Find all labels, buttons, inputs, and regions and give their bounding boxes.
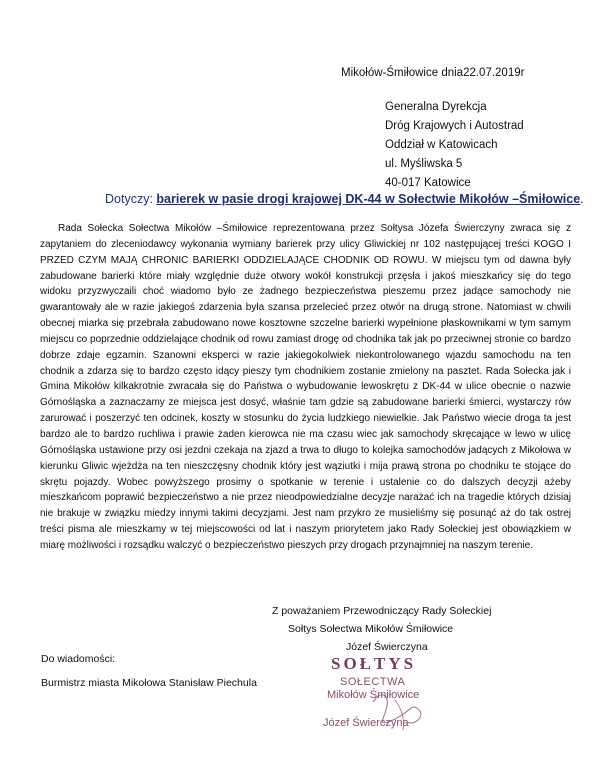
recipient-line: Dróg Krajowych i Autostrad [385,120,524,132]
place-date: Mikołów-Śmiłowice dnia22.07.2019r [341,67,525,79]
subject-line [105,192,584,206]
recipient-line: Generalna Dyrekcja [385,101,487,113]
stamp-name: Józef Świerczyna [323,717,409,729]
cc-label: Do wiadomości: [41,653,116,665]
official-stamp [315,650,455,740]
signature-scribble-icon [315,650,455,740]
recipient-address [385,98,524,193]
closing-line: Z poważaniem Przewodniczący Rady Sołeckiej [272,605,492,617]
stamp-line: SOŁECTWA [340,676,406,688]
subject-topic: barierek w pasie drogi krajowej DK-44 w Sołectwie Mikołów –Śmiłowice [156,192,581,206]
letter-body: Rada Sołecka Sołectwa Mikołów –Śmiłowice reprezentowana przez Sołtysa Józefa Świerczyny zwraca się z zapytaniem do zleceniodawcy wykonania wymiany barierek przy ulicy Gliwickiej nr 102 następującej treści KOGO I PRZED CZYM MAJĄ CHRONIC BARIERKI ODDZIELAJĄCE CHODNIK OD ROWU. W miejscu tym od dawna były zabudowane barierki które miały względnie duże otwory wokół konstrukcji przęsła i jakoś mieszkańcy się do tego widoku przyzwyczaili choć wiadomo było ze żadnego bezpieczeństwa pieszemu przez jadące samochody nie gwarantowały ale w razie jakiegoś zdarzenia była szansa przelecieć przez otwór na drugą strone. Natomiast w chwili obecnej miarka się przebrała zabudowano nowe kosztowne szczelne barierki wypełnione płaskownikami w tym samym miejscu co poprzednie oddzielające chodnik od rowu zamiast drogę od chodnika tak jak po przeciwnej stronie co bardzo dobrze zdaje egzamin. Szanowni eksperci w razie jakiegokolwiek niekontrolowanego wjazdu samochodu na ten chodnik a zdarza się to bardzo często idący pieszy tym chodnikiem zostanie zmielony na pasztet. Rada Sołecka jak i Gmina Mikołów kilkakrotnie zwracała się do Państwa o wybudowanie lewoskrętu z DK-44 w ulice obecnie o nazwie Górnośląska a zaznaczamy ze miejsca jest dosyć, właśnie tam gdzie są zabudowane barierki śmierci, wystarczy rów zarurować i poszerzyć ten odcinek, koszty w stosunku do życia ludzkiego niewielkie. Jak Państwo wiecie droga ta jest bardzo ale to bardzo ruchliwa i prawie żaden kierowca nie ma czasu wiec jak samochody skręcające w lewo w ulicę Górnośląska ustawione przy osi jezdni czekaja na zjazd a trwa to długo to kolejka samochodów jadących z Mikołowa w kierunku Gliwic wjeżdża na ten nieszczęsny chodnik który jest wąziutki i mija prawą strona po chodniku te stojące do skrętu pojazdy. Wobec powyższego prosimy o spotkanie w terenie i ustalenie co do dalszych decyzji ażeby mieszkańcom poprawić bezpieczeństwo a nie przez nieodpowiedzialne decyzje narażać ich na tragedie których dzisiaj nie brakuje w związku miedzy innymi takimi decyzjami. Jest nam przykro ze musieliśmy się posunąć aż do tak ostrej treści pisma ale mieszkamy w tej miejscowości od lat i naszym priorytetem jako Rady Sołeckiej jest obowiązkiem w miarę możliwości i rozsądku walczyć o bezpieczeństwo pieszych przy drogach przynajmniej na naszym terenie. [40,223,571,551]
subject-label: Dotyczy: [105,192,153,206]
closing-signatory: Józef Świerczyna [346,641,428,653]
cc-block [41,650,257,692]
stamp-title: SOŁTYS [331,654,417,673]
subject-end: . [580,192,584,206]
recipient-line: 40-017 Katowice [385,177,471,189]
closing-line: Sołtys Sołectwa Mikołów Śmiłowice [288,623,454,635]
recipient-line: ul. Myśliwska 5 [385,158,463,170]
cc-recipient: Burmistrz miasta Mikołowa Stanisław Piechula [41,677,257,689]
stamp-line: Mikołów Śmiłowice [327,689,420,701]
recipient-line: Oddział w Katowicach [385,139,498,151]
